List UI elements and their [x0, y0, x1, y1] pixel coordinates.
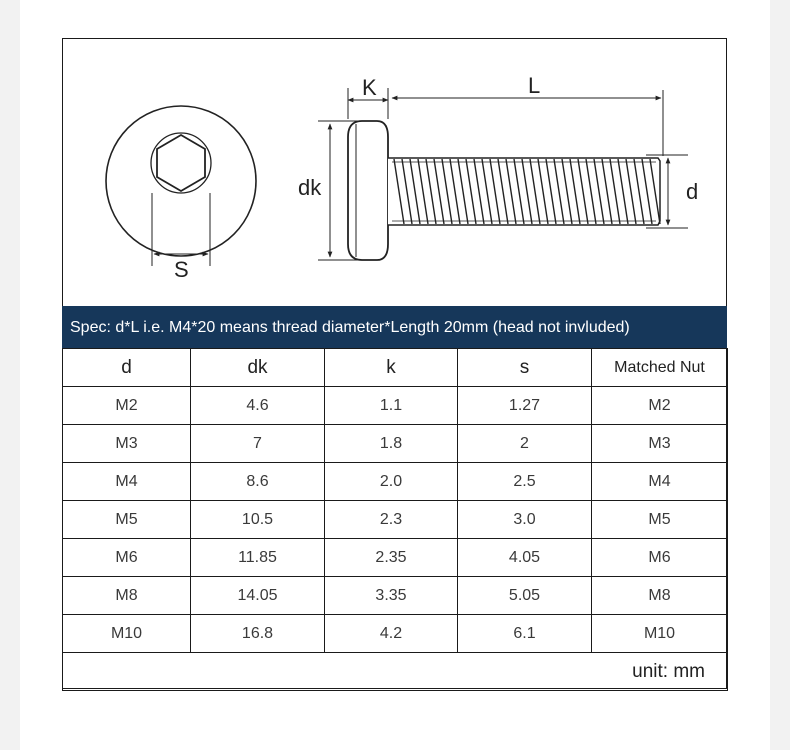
- header-matched-nut: Matched Nut: [592, 349, 728, 387]
- cell-d: M10: [63, 615, 191, 653]
- cell-matched-nut: M10: [592, 615, 728, 653]
- table-row: [63, 425, 728, 463]
- header-s: s: [458, 349, 592, 387]
- cell-d: M6: [63, 539, 191, 577]
- s-dimension-label: S: [174, 257, 189, 282]
- d-dimension-label: d: [686, 179, 699, 204]
- cell-dk: 14.05: [191, 577, 325, 615]
- dk-dimension-label: dk: [298, 175, 322, 200]
- cell-s: 3.0: [458, 501, 592, 539]
- cell-matched-nut: M5: [592, 501, 728, 539]
- table-row: [63, 615, 728, 653]
- screw-technical-drawing: [62, 38, 727, 306]
- cell-dk: 10.5: [191, 501, 325, 539]
- screw-side-view: [348, 121, 660, 260]
- cell-k: 4.2: [325, 615, 458, 653]
- cell-dk: 16.8: [191, 615, 325, 653]
- k-dimension-label: K: [362, 75, 377, 100]
- cell-dk: 8.6: [191, 463, 325, 501]
- cell-d: M5: [63, 501, 191, 539]
- table-header-row: [63, 349, 728, 387]
- screw-head-top-view: [106, 106, 256, 266]
- cell-s: 2.5: [458, 463, 592, 501]
- cell-k: 2.3: [325, 501, 458, 539]
- cell-matched-nut: M4: [592, 463, 728, 501]
- cell-d: M4: [63, 463, 191, 501]
- cell-d: M8: [63, 577, 191, 615]
- dimension-table: [62, 348, 728, 691]
- cell-dk: 4.6: [191, 387, 325, 425]
- table-row: [63, 463, 728, 501]
- cell-s: 2: [458, 425, 592, 463]
- cell-dk: 7: [191, 425, 325, 463]
- table-row: [63, 501, 728, 539]
- cell-matched-nut: M6: [592, 539, 728, 577]
- cell-matched-nut: M8: [592, 577, 728, 615]
- cell-dk: 11.85: [191, 539, 325, 577]
- table-row: [63, 539, 728, 577]
- cell-s: 4.05: [458, 539, 592, 577]
- unit-row: [63, 653, 728, 691]
- cell-k: 2.35: [325, 539, 458, 577]
- l-dimension: [392, 90, 663, 156]
- cell-s: 5.05: [458, 577, 592, 615]
- cell-k: 3.35: [325, 577, 458, 615]
- cell-k: 2.0: [325, 463, 458, 501]
- l-dimension-label: L: [528, 73, 541, 98]
- cell-d: M3: [63, 425, 191, 463]
- spec-description-text: Spec: d*L i.e. M4*20 means thread diameter*Length 20mm (head not invluded): [70, 319, 630, 336]
- header-d: d: [63, 349, 191, 387]
- spec-description-bar: [62, 306, 727, 348]
- header-dk: dk: [191, 349, 325, 387]
- cell-d: M2: [63, 387, 191, 425]
- table-row: [63, 387, 728, 425]
- cell-s: 1.27: [458, 387, 592, 425]
- cell-matched-nut: M3: [592, 425, 728, 463]
- table-row: [63, 577, 728, 615]
- unit-label: unit: mm: [63, 653, 728, 691]
- cell-s: 6.1: [458, 615, 592, 653]
- cell-k: 1.1: [325, 387, 458, 425]
- cell-k: 1.8: [325, 425, 458, 463]
- header-k: k: [325, 349, 458, 387]
- cell-matched-nut: M2: [592, 387, 728, 425]
